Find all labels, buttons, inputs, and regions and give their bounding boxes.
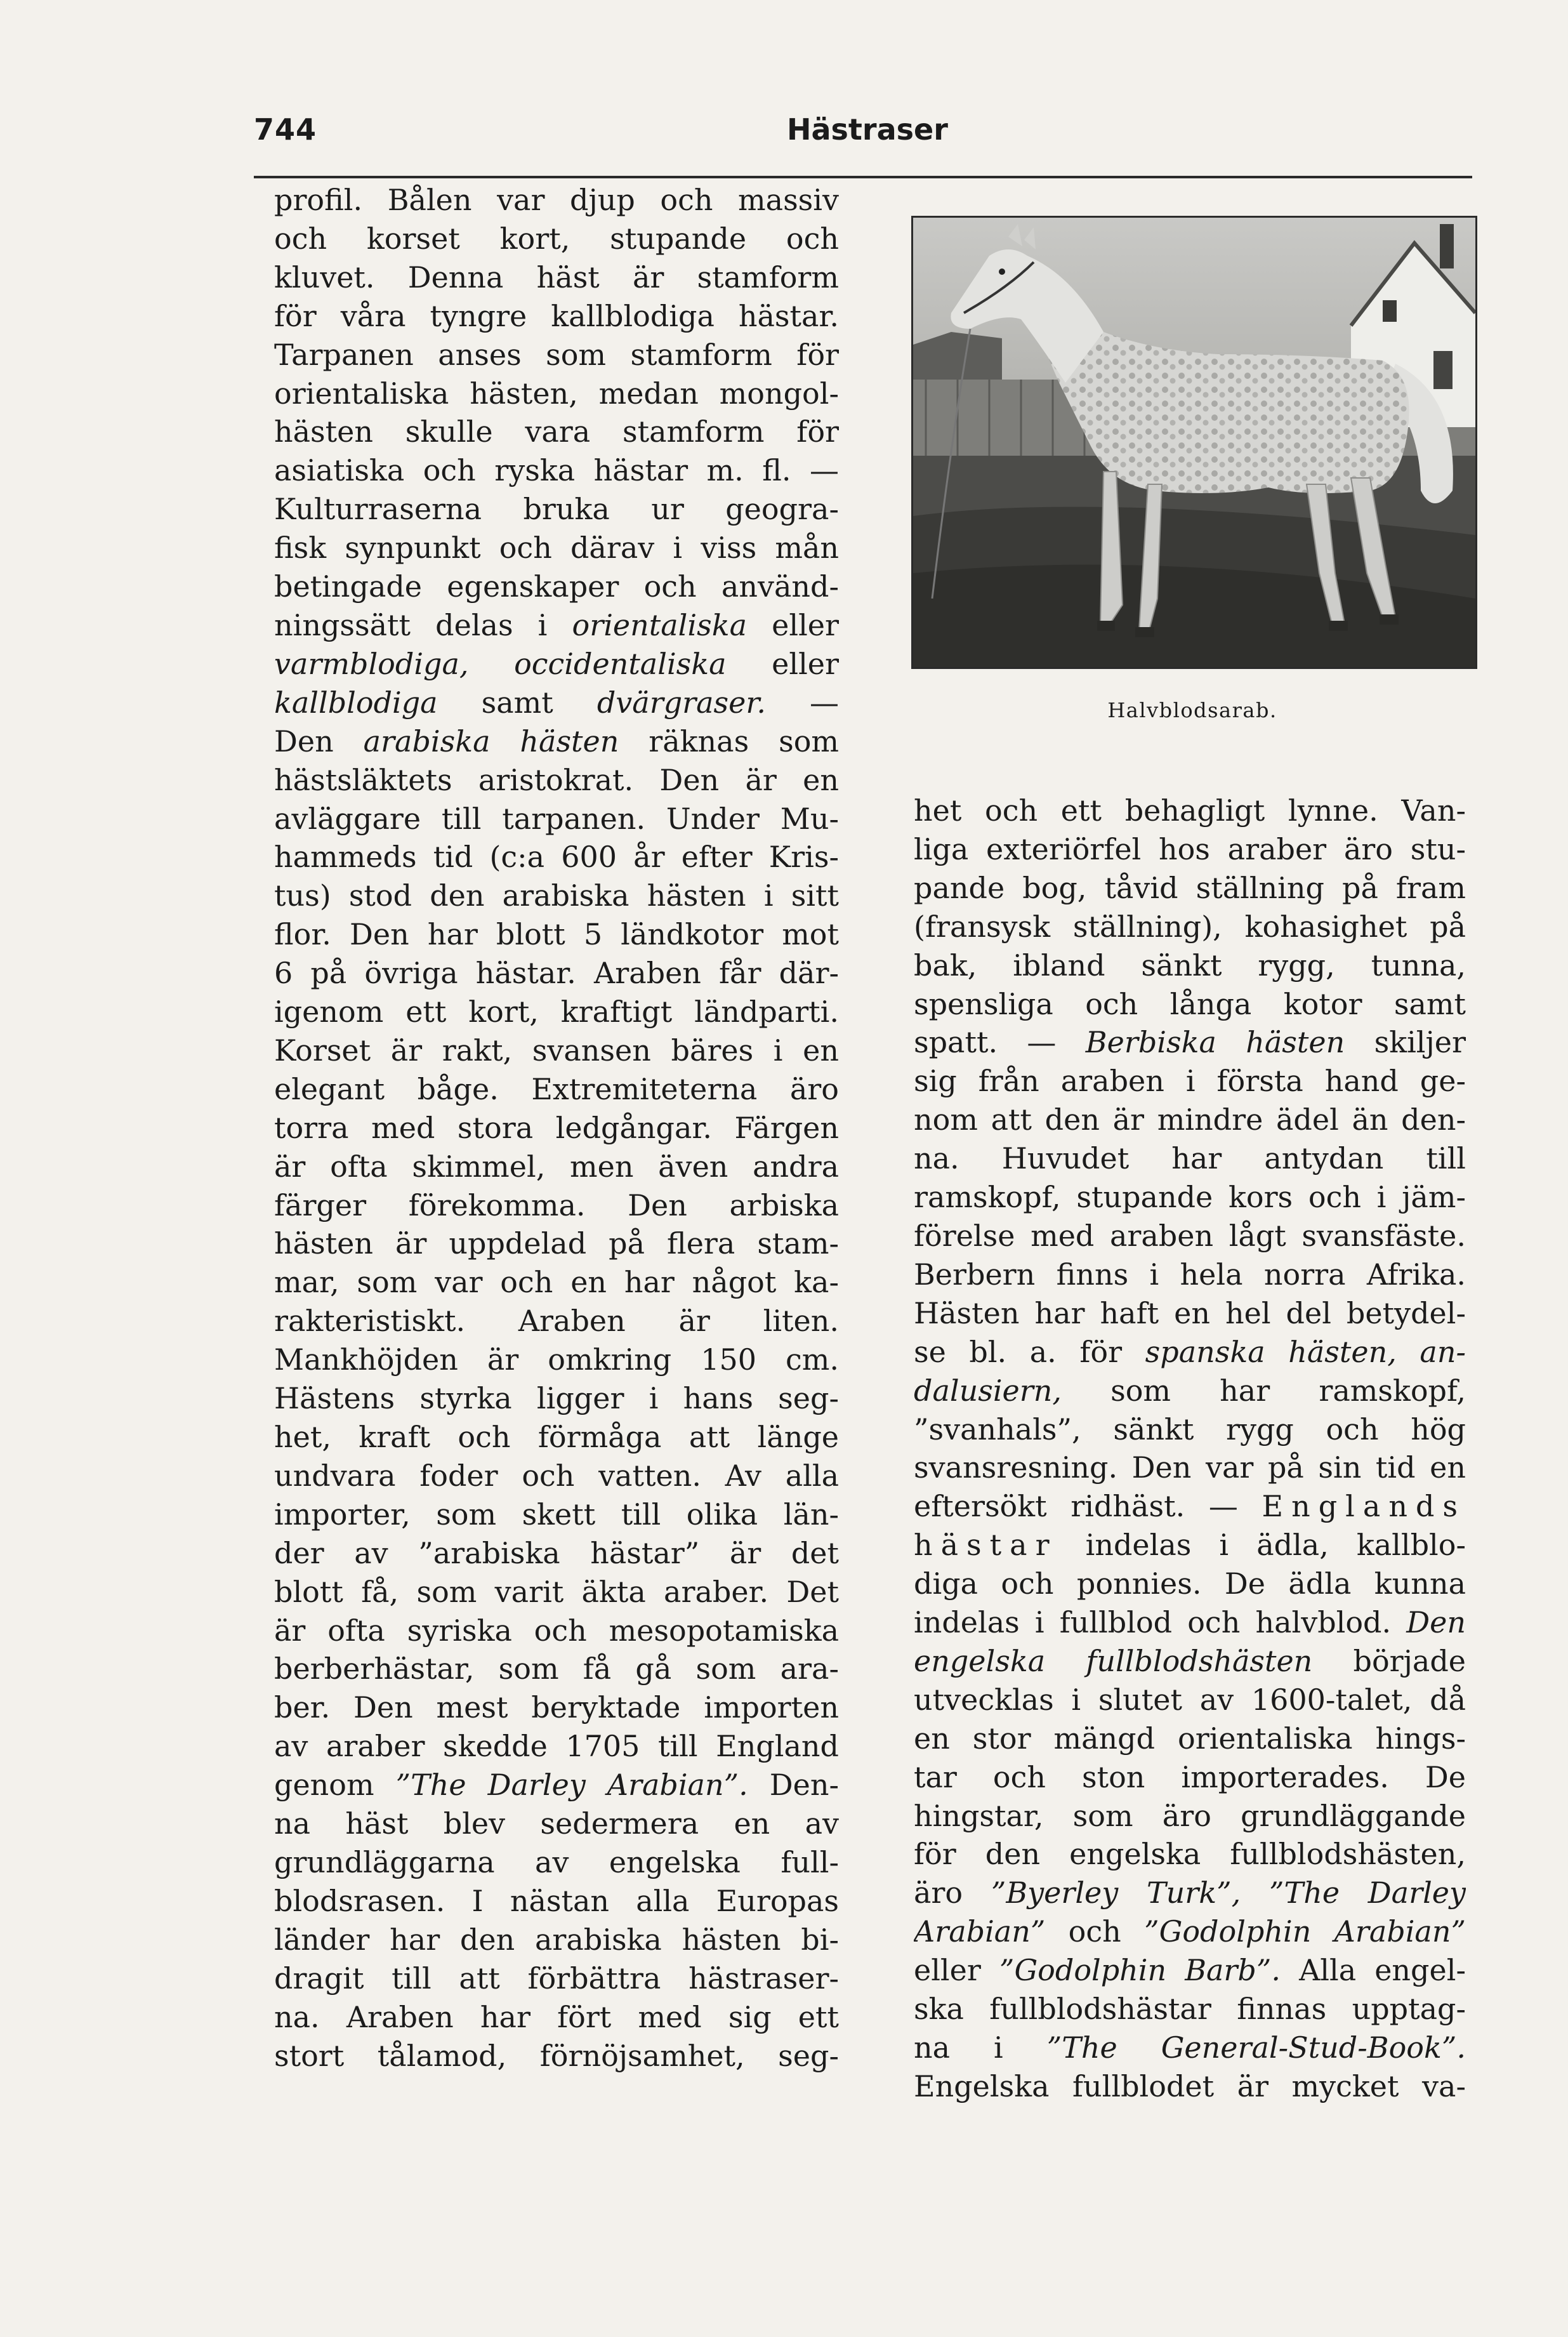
- text-run: och: [1045, 1914, 1145, 1949]
- text-line: ber. Den mest beryktade importen: [274, 1690, 839, 1725]
- text-line: [914, 1023, 1466, 1062]
- text-run: ningssätt delas i: [274, 607, 572, 642]
- horse-photo-illustration: [913, 218, 1475, 667]
- text-line: och korset kort, stupande och: [274, 221, 839, 256]
- text-line: [914, 1603, 1466, 1642]
- text-line: 6 på övriga hästar. Araben får där-: [274, 956, 839, 991]
- text-line: [914, 2029, 1466, 2067]
- text-line: mar, som var och en har något ka-: [274, 1265, 839, 1300]
- text-line: betingade egenskaper och använd-: [274, 569, 839, 604]
- italic-term: dalusiern,: [914, 1373, 1062, 1408]
- text-line: asiatiska och ryska hästar m. fl. —: [274, 453, 839, 488]
- text-line: fisk synpunkt och därav i viss mån: [274, 531, 839, 566]
- right-text-column: [914, 791, 1466, 2106]
- text-line: blott få, som varit äkta araber. Det: [274, 1574, 839, 1609]
- text-line: [914, 1912, 1466, 1951]
- text-line: [274, 645, 839, 684]
- text-line: orientaliska hästen, medan mongol-: [274, 376, 839, 411]
- page-number: 744: [254, 112, 317, 147]
- text-line: kluvet. Denna häst är stamform: [274, 260, 839, 295]
- text-run: skiljer: [1345, 1025, 1466, 1060]
- text-line: grundläggarna av engelska full-: [274, 1844, 839, 1879]
- text-line: hingstar, som äro grundläggande: [914, 1798, 1466, 1833]
- text-line: na häst blev sedermera en av: [274, 1806, 839, 1841]
- italic-term: Arabian”: [914, 1914, 1046, 1949]
- italic-term: Berbiska hästen: [1085, 1025, 1345, 1060]
- text-line: ska fullblodshästar finnas upptag-: [914, 1992, 1466, 2027]
- text-line: blodsrasen. I nästan alla Europas: [274, 1883, 839, 1918]
- text-run: Den-: [748, 1768, 839, 1803]
- figure-caption: Halvblodsarab.: [1107, 698, 1277, 722]
- text-line: för den engelska fullblodshästen,: [914, 1837, 1466, 1872]
- horse-photograph: [911, 216, 1477, 669]
- text-run: eftersökt ridhäst. —: [914, 1489, 1262, 1524]
- text-line: ramskopf, stupande kors och i jäm-: [914, 1180, 1466, 1215]
- text-line: avläggare till tarpanen. Under Mu-: [274, 801, 839, 836]
- text-run: genom: [274, 1768, 396, 1803]
- text-run: na i: [914, 2030, 1047, 2065]
- text-line: Kulturraserna bruka ur geogra-: [274, 492, 839, 527]
- text-run: —: [765, 685, 839, 720]
- text-line: torra med stora ledgångar. Färgen: [274, 1110, 839, 1145]
- text-line: sig från araben i första hand ge-: [914, 1064, 1466, 1099]
- text-line: av araber skedde 1705 till England: [274, 1729, 839, 1764]
- text-line: flor. Den har blott 5 ländkotor mot: [274, 917, 839, 952]
- text-line: (fransysk ställning), kohasighet på: [914, 909, 1466, 944]
- italic-term: kallblodiga: [274, 685, 438, 720]
- text-line: stort tålamod, förnöjsamhet, seg-: [274, 2038, 839, 2073]
- text-line: igenom ett kort, kraftigt ländparti.: [274, 995, 839, 1029]
- text-line: spensliga och långa kotor samt: [914, 986, 1466, 1021]
- text-run: Alla engel-: [1281, 1953, 1466, 1988]
- text-line: [914, 1874, 1466, 1912]
- header-rule: [254, 176, 1472, 178]
- italic-term: spanska hästen, an-: [1145, 1334, 1466, 1369]
- text-line: hästsläktets aristokrat. Den är en: [274, 762, 839, 797]
- spaced-term: hästar: [914, 1528, 1058, 1563]
- text-line: [274, 684, 839, 722]
- italic-term: orientaliska: [572, 607, 748, 642]
- text-line: är ofta syriska och mesopotamiska: [274, 1613, 839, 1648]
- italic-term: Den: [1406, 1605, 1466, 1640]
- text-line: [274, 606, 839, 645]
- text-line: tus) stod den arabiska hästen i sitt: [274, 878, 839, 913]
- text-line: [914, 1487, 1466, 1526]
- text-line: dragit till att förbättra hästraser-: [274, 1961, 839, 1996]
- text-line: der av ”arabiska hästar” är det: [274, 1535, 839, 1570]
- italic-term: varmblodiga, occidentaliska: [274, 646, 727, 681]
- text-run: se bl. a. för: [914, 1334, 1145, 1369]
- left-text-column: [274, 181, 839, 2075]
- text-line: ”svanhals”, sänkt rygg och hög: [914, 1412, 1466, 1447]
- text-line: nom att den är mindre ädel än den-: [914, 1102, 1466, 1137]
- italic-term: dvärgraser.: [596, 685, 766, 720]
- text-line: [914, 1526, 1466, 1565]
- text-run: eller: [914, 1953, 999, 1988]
- text-line: färger förekomma. Den arbiska: [274, 1188, 839, 1222]
- text-run: indelas i ädla, kallblo-: [1057, 1528, 1466, 1563]
- text-line: berberhästar, som få gå som ara-: [274, 1652, 839, 1686]
- text-line: profil. Bålen var djup och massiv: [274, 183, 839, 217]
- text-line: [914, 1372, 1466, 1410]
- text-line: en stor mängd orientaliska hings-: [914, 1721, 1466, 1756]
- text-run: Den: [274, 724, 364, 758]
- text-line: [914, 1642, 1466, 1681]
- text-line: Tarpanen anses som stamform för: [274, 337, 839, 372]
- spaced-term: Englands: [1262, 1489, 1466, 1524]
- text-line: Hästen har haft en hel del betydel-: [914, 1295, 1466, 1330]
- text-run: indelas i fullblod och halvblod.: [914, 1605, 1407, 1640]
- text-run: spatt. —: [914, 1025, 1086, 1060]
- text-line: elegant båge. Extremiteterna äro: [274, 1071, 839, 1106]
- text-line: bak, ibland sänkt rygg, tunna,: [914, 948, 1466, 983]
- italic-term: ”Byerley Turk”, ”The Darley: [991, 1876, 1466, 1910]
- text-line: Hästens styrka ligger i hans seg-: [274, 1381, 839, 1416]
- text-run: samt: [437, 685, 597, 720]
- text-line: är ofta skimmel, men även andra: [274, 1149, 839, 1184]
- text-run: eller: [747, 607, 839, 642]
- text-line: för våra tyngre kallblodiga hästar.: [274, 298, 839, 333]
- text-line: pande bog, tåvid ställning på fram: [914, 870, 1466, 905]
- text-line: hammeds tid (c:a 600 år efter Kris-: [274, 840, 839, 875]
- text-line: förelse med araben lågt svansfäste.: [914, 1218, 1466, 1253]
- text-line: länder har den arabiska hästen bi-: [274, 1922, 839, 1957]
- text-line: Berbern finns i hela norra Afrika.: [914, 1257, 1466, 1292]
- text-line: het, kraft och förmåga att länge: [274, 1420, 839, 1454]
- italic-term: ”Godolphin Arabian”: [1144, 1914, 1466, 1949]
- text-line: svansresning. Den var på sin tid en: [914, 1450, 1466, 1485]
- text-run: började: [1312, 1643, 1466, 1678]
- text-line: Engelska fullblodet är mycket va-: [914, 2069, 1466, 2103]
- text-line: undvara foder och vatten. Av alla: [274, 1458, 839, 1493]
- text-line: hästen är uppdelad på flera stam-: [274, 1226, 839, 1261]
- running-title: Hästraser: [787, 112, 948, 147]
- text-line: [274, 722, 839, 761]
- text-line: liga exteriörfel hos araber äro stu-: [914, 831, 1466, 866]
- text-line: na. Huvudet har antydan till: [914, 1141, 1466, 1176]
- text-line: [914, 1951, 1466, 1990]
- italic-term: arabiska hästen: [363, 724, 619, 758]
- italic-term: ”The Darley Arabian”.: [395, 1768, 748, 1803]
- text-line: tar och ston importerades. De: [914, 1759, 1466, 1794]
- text-run: eller: [726, 646, 839, 681]
- text-line: importer, som skett till olika län-: [274, 1497, 839, 1532]
- text-line: utvecklas i slutet av 1600-talet, då: [914, 1682, 1466, 1717]
- text-line: Korset är rakt, svansen bäres i en: [274, 1033, 839, 1068]
- text-run: som har ramskopf,: [1062, 1373, 1466, 1408]
- text-line: diga och ponnies. De ädla kunna: [914, 1566, 1466, 1601]
- text-line: hästen skulle vara stamform för: [274, 414, 839, 449]
- page-header: [254, 105, 1472, 162]
- text-line: [914, 1333, 1466, 1372]
- italic-term: engelska fullblodshästen: [914, 1643, 1313, 1678]
- text-line: Mankhöjden är omkring 150 cm.: [274, 1342, 839, 1377]
- text-line: rakteristiskt. Araben är liten.: [274, 1304, 839, 1339]
- text-line: na. Araben har fört med sig ett: [274, 1999, 839, 2034]
- text-run: äro: [914, 1876, 991, 1910]
- italic-term: ”The General-Stud-Book”.: [1046, 2030, 1466, 2065]
- italic-term: ”Godolphin Barb”.: [999, 1953, 1281, 1988]
- text-line: het och ett behagligt lynne. Van-: [914, 793, 1466, 828]
- text-line: [274, 1766, 839, 1804]
- text-run: räknas som: [619, 724, 839, 758]
